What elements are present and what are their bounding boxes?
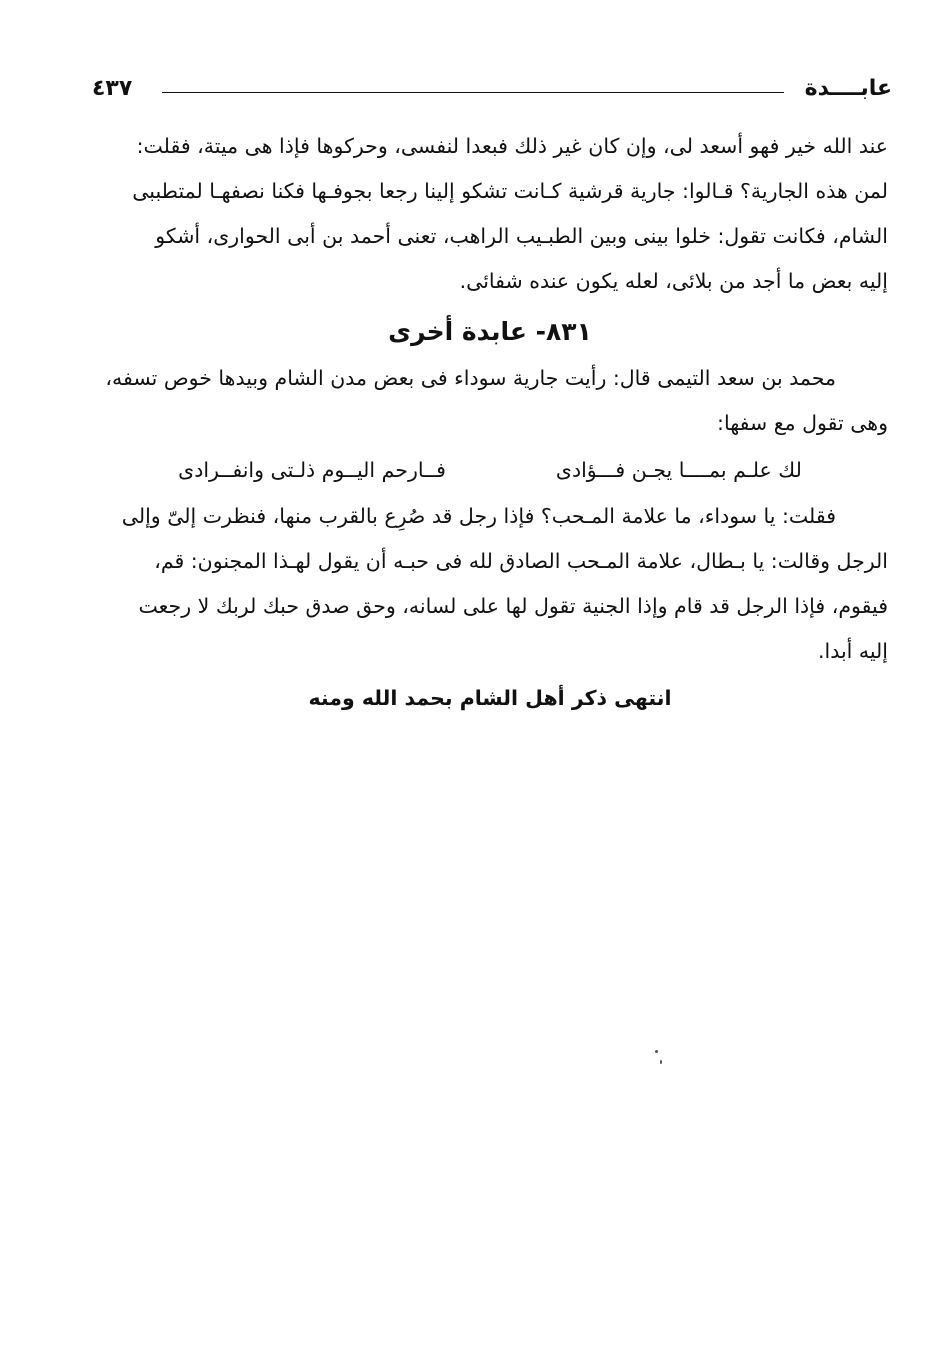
verse-hemistich-first: لك علـم بمــــا يجـن فـــؤادى [555, 458, 802, 482]
page-number: ٤٣٧ [92, 76, 133, 101]
paragraph-line: عند الله خير فهو أسعد لى، وإن كان غير ذلك فبعدا لنفسى، وحركوها فإذا هى ميتة، فقلت: [136, 134, 888, 158]
scan-speck [655, 1050, 658, 1053]
paragraph-line: الرجل وقالت: يا بـطال، علامة المـحب الصادق لله فى حبـه أن يقول لهـذا المجنون: قم، [154, 549, 888, 573]
paragraph-line: وهى تقول مع سفها: [717, 411, 888, 435]
page-header [92, 76, 892, 110]
running-title: عابــــدة [804, 76, 892, 101]
scan-speck [660, 1060, 662, 1064]
header-rule [162, 92, 784, 93]
section-heading: ٨٣١- عابدة أخرى [388, 317, 592, 346]
paragraph-line: لمن هذه الجارية؟ قـالوا: جارية قرشية كـانت تشكو إلينا رجعا بجوفـها فكنا نصفهـا لمتطببى [132, 179, 888, 203]
paragraph-line: فيقوم، فإذا الرجل قد قام وإذا الجنية تقول لها على لسانه، وحق صدق حبك لربك لا رجعت [138, 594, 888, 618]
body-text [92, 124, 888, 722]
poem-verse [92, 446, 888, 494]
paragraph-line: إليه بعض ما أجد من بلائى، لعله يكون عنده شفائى. [459, 269, 888, 293]
paragraph-line: إليه أبدا. [817, 639, 888, 663]
verse-hemistich-second: فــارحم اليــوم ذلـتى وانفــرادى [178, 458, 446, 482]
paragraph-line: الشام، فكانت تقول: خلوا بينى وبين الطبـيب الراهب، تعنى أحمد بن أبى الحوارى، أشكو [155, 224, 888, 248]
paragraph-line: فقلت: يا سوداء، ما علامة المـحب؟ فإذا رجل قد صُرِع بالقرب منها، فنظرت إلىّ وإلى [121, 504, 836, 528]
closing-note: انتهى ذكر أهل الشام بحمد الله ومنه [308, 686, 672, 710]
paragraph-line: محمد بن سعد التيمى قال: رأيت جارية سوداء فى بعض مدن الشام وبيدها خوص تسفه، [105, 366, 836, 390]
